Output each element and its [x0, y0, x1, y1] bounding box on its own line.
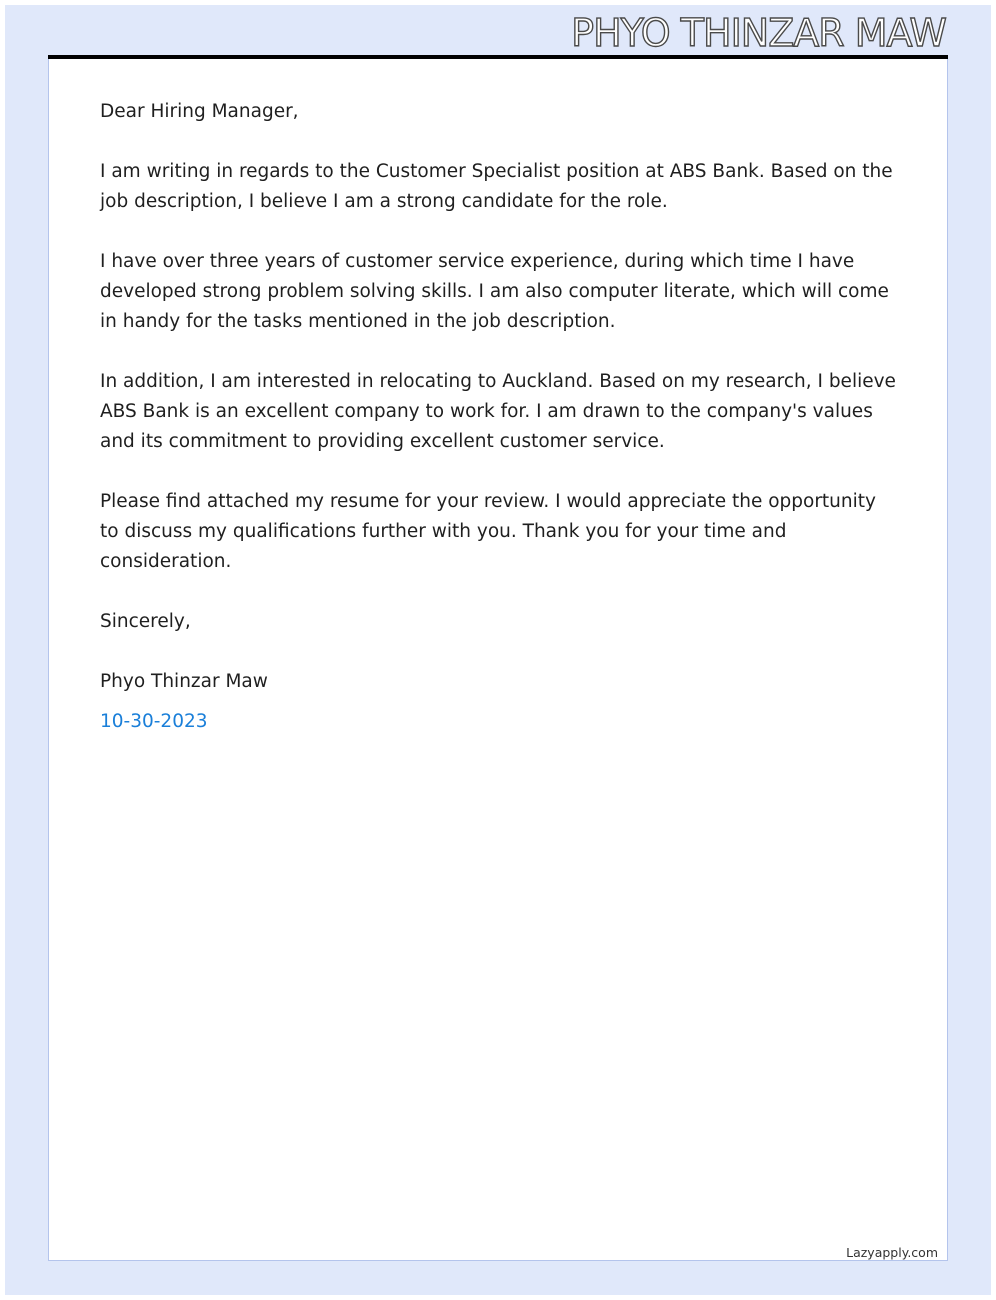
letter-body: [100, 97, 900, 737]
watermark-text: Lazyapply.com: [846, 1245, 938, 1260]
letter-sheet: [48, 59, 948, 1261]
letter-paragraph-1: I am writing in regards to the Customer Specialist position at ABS Bank. Based on the job description, I believe I am a strong candidate for the role.: [100, 161, 893, 212]
letter-paragraph-4: Please find attached my resume for your review. I would appreciate the opportunity to discuss my qualifications further with you. Thank you for your time and consideration.: [100, 491, 876, 572]
signature: Phyo Thinzar Maw: [100, 671, 268, 692]
letter-paragraph-3: In addition, I am interested in relocating to Auckland. Based on my research, I believe ABS Bank is an excellent company to work for. I am drawn to the company's values and its commitment to providing excellent customer service.: [100, 371, 896, 452]
closing: Sincerely,: [100, 611, 191, 632]
salutation: Dear Hiring Manager,: [100, 101, 299, 122]
letter-paragraph-2: I have over three years of customer service experience, during which time I have developed strong problem solving skills. I am also computer literate, which will come in handy for the tasks mentioned in the job description.: [100, 251, 889, 332]
letter-date: 10-30-2023: [100, 711, 208, 732]
applicant-name-header: PHYO THINZAR MAW: [571, 11, 946, 55]
